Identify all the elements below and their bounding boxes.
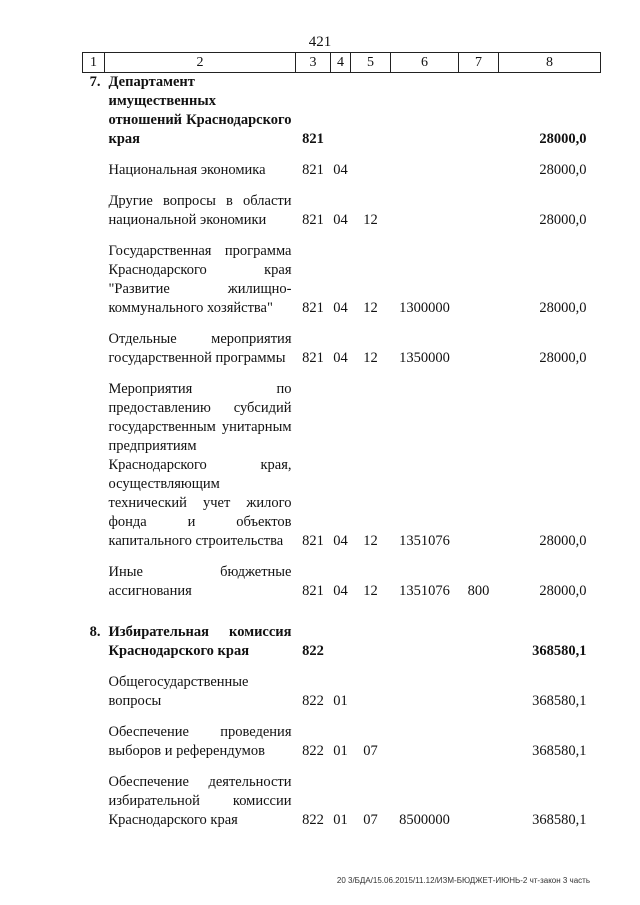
column-header: 6 — [391, 53, 459, 73]
ministry-code: 822 — [302, 693, 324, 709]
row-number: 8. — [89, 624, 101, 640]
column-header: 5 — [351, 53, 391, 73]
row-spacer-cell — [83, 149, 601, 161]
expense-type-code — [459, 73, 499, 150]
expense-type-code — [459, 773, 499, 830]
target-article-code: 1350000 — [399, 350, 450, 366]
subsection-code — [351, 73, 391, 150]
section-code: 04 — [333, 300, 348, 316]
section-code: 04 — [333, 533, 348, 549]
table-row — [83, 623, 601, 661]
ministry-code: 822 — [302, 812, 324, 828]
section-code: 04 — [333, 162, 348, 178]
expense-type-code — [459, 723, 499, 761]
subsection-code: 07 — [363, 743, 378, 759]
amount: 28000,0 — [539, 212, 587, 228]
amount: 28000,0 — [539, 300, 587, 316]
row-spacer — [83, 711, 601, 723]
row-number: 7. — [89, 74, 101, 90]
amount: 28000,0 — [539, 533, 587, 549]
table-row — [83, 723, 601, 761]
section-code: 04 — [333, 350, 348, 366]
row-spacer — [83, 551, 601, 563]
subsection-code: 12 — [363, 533, 378, 549]
expense-type-code — [459, 192, 499, 230]
row-spacer-cell — [83, 180, 601, 192]
amount: 368580,1 — [532, 812, 587, 828]
column-header: 8 — [499, 53, 601, 73]
ministry-code: 821 — [302, 300, 324, 316]
amount: 28000,0 — [539, 350, 587, 366]
amount: 368580,1 — [532, 643, 587, 659]
section-code — [331, 73, 351, 150]
amount: 368580,1 — [532, 693, 587, 709]
subsection-code — [351, 161, 391, 180]
table-row — [83, 161, 601, 180]
row-number — [83, 192, 105, 230]
target-article-code — [391, 623, 459, 661]
subsection-code: 12 — [363, 350, 378, 366]
table-row — [83, 192, 601, 230]
row-number — [83, 380, 105, 551]
item-name: Национальная экономика — [108, 162, 266, 178]
page-number: 421 — [308, 34, 332, 50]
ministry-code: 822 — [302, 643, 324, 659]
table-row — [83, 242, 601, 318]
row-number — [83, 673, 105, 711]
target-article-code — [391, 723, 459, 761]
subsection-code — [351, 623, 391, 661]
item-name: Иные бюджетные ассигнования — [108, 564, 292, 599]
row-number — [83, 773, 105, 830]
ministry-code: 822 — [302, 743, 324, 759]
expense-type-code — [459, 623, 499, 661]
amount: 368580,1 — [532, 743, 587, 759]
amount: 28000,0 — [539, 131, 587, 147]
row-spacer-cell — [83, 761, 601, 773]
row-spacer — [83, 368, 601, 380]
row-spacer — [83, 661, 601, 673]
expense-type-code — [459, 330, 499, 368]
column-header: 1 — [83, 53, 105, 73]
column-header: 4 — [331, 53, 351, 73]
budget-rows — [83, 73, 601, 831]
section-code — [331, 623, 351, 661]
table-row — [83, 773, 601, 830]
budget-table — [82, 52, 601, 830]
row-number — [83, 563, 105, 601]
ministry-code: 821 — [302, 131, 324, 147]
section-code: 04 — [333, 583, 348, 599]
subsection-code — [351, 673, 391, 711]
item-name: Обеспечение проведения выборов и референдумов — [108, 724, 292, 759]
item-name: Отдельные мероприятия государственной программы — [108, 331, 292, 366]
item-name: Общегосударственные вопросы — [108, 674, 249, 709]
footer-note: 20 3/БДА/15.06.2015/11.12/ИЗМ-БЮДЖЕТ-ИЮНЬ-2 чт-закон 3 часть — [336, 876, 590, 885]
ministry-code: 821 — [302, 583, 324, 599]
target-article-code: 1351076 — [399, 583, 450, 599]
row-spacer — [83, 601, 601, 623]
expense-type-code — [459, 673, 499, 711]
subsection-code: 12 — [363, 300, 378, 316]
row-spacer-cell — [83, 551, 601, 563]
table-row — [83, 673, 601, 711]
table-row — [83, 73, 601, 150]
target-article-code: 8500000 — [399, 812, 450, 828]
target-article-code — [391, 73, 459, 150]
expense-type-code — [459, 242, 499, 318]
row-number — [83, 161, 105, 180]
row-spacer-cell — [83, 711, 601, 723]
ministry-code: 821 — [302, 212, 324, 228]
subsection-code: 12 — [363, 583, 378, 599]
table-row — [83, 380, 601, 551]
row-spacer-cell — [83, 661, 601, 673]
row-spacer-cell — [83, 230, 601, 242]
subsection-code: 12 — [363, 212, 378, 228]
item-name: Избирательная комиссия Краснодарского края — [108, 624, 292, 659]
ministry-code: 821 — [302, 350, 324, 366]
section-code: 01 — [333, 693, 348, 709]
row-spacer — [83, 318, 601, 330]
target-article-code — [391, 192, 459, 230]
table-row — [83, 563, 601, 601]
item-name: Обеспечение деятельности избирательной комиссии Краснодарского края — [108, 774, 292, 828]
column-header: 7 — [459, 53, 499, 73]
row-number — [83, 723, 105, 761]
row-spacer — [83, 230, 601, 242]
subsection-code: 07 — [363, 812, 378, 828]
target-article-code — [391, 161, 459, 180]
row-spacer-cell — [83, 601, 601, 623]
row-spacer — [83, 761, 601, 773]
ministry-code: 821 — [302, 162, 324, 178]
item-name: Мероприятия по предоставлению субсидий государственным унитарным предприятиям Краснодарского края, осуществляющим технический учет жилого фонда и объектов капитального строительства — [108, 381, 292, 549]
expense-type-code — [459, 380, 499, 551]
column-header: 3 — [296, 53, 331, 73]
row-number — [83, 330, 105, 368]
row-spacer — [83, 149, 601, 161]
expense-type-code: 800 — [467, 583, 490, 599]
row-number — [83, 242, 105, 318]
column-number-row — [83, 53, 601, 73]
target-article-code — [391, 673, 459, 711]
row-spacer — [83, 180, 601, 192]
amount: 28000,0 — [539, 162, 587, 178]
target-article-code: 1351076 — [399, 533, 450, 549]
expense-type-code — [459, 161, 499, 180]
ministry-code: 821 — [302, 533, 324, 549]
section-code: 01 — [333, 812, 348, 828]
item-name: Другие вопросы в области национальной экономики — [108, 193, 292, 228]
section-code: 01 — [333, 743, 348, 759]
amount: 28000,0 — [539, 583, 587, 599]
column-header: 2 — [105, 53, 296, 73]
table-row — [83, 330, 601, 368]
section-code: 04 — [333, 212, 348, 228]
item-name: Государственная программа Краснодарского края "Развитие жилищно-коммунального хозяйства" — [108, 243, 292, 316]
item-name: Департамент имущественных отношений Краснодарского края — [108, 74, 292, 147]
row-spacer-cell — [83, 368, 601, 380]
target-article-code: 1300000 — [399, 300, 450, 316]
row-spacer-cell — [83, 318, 601, 330]
